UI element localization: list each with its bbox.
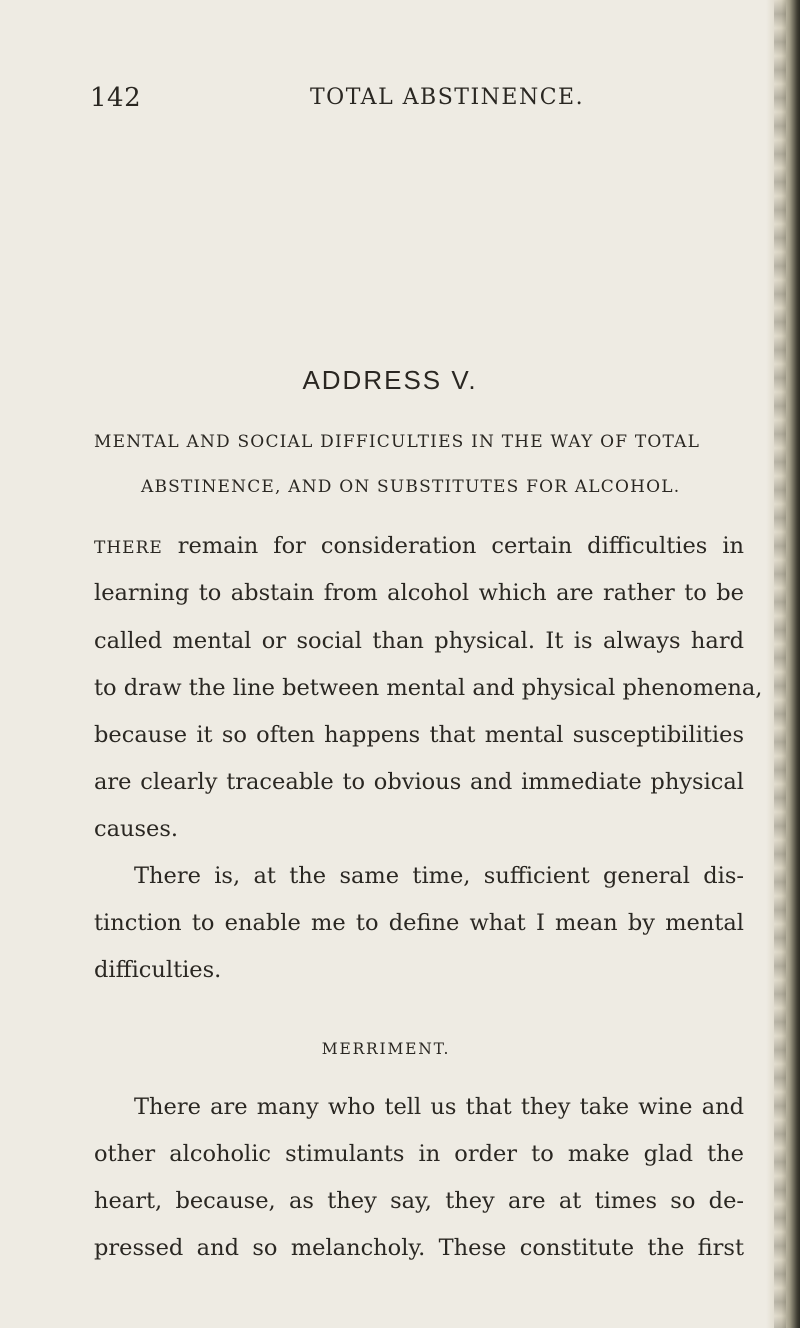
address-title: ADDRESS V. [302, 365, 478, 395]
paragraph-1-line-4: to draw the line between mental and physical phenomena, [94, 675, 763, 701]
paragraph-1-line-7: causes. [94, 816, 179, 842]
page-header [90, 83, 740, 119]
paragraph-3-line-1: There are many who tell us that they take wine and [134, 1094, 744, 1120]
page-edge-shadow [766, 0, 800, 1328]
section-heading: MERRIMENT. [321, 1040, 451, 1058]
paragraph-1-line-5: because it so often happens that mental susceptibilities [94, 722, 744, 748]
subtitle-line-1: MENTAL AND SOCIAL DIFFICULTIES IN THE WAY OF TOTAL [94, 432, 701, 452]
page-number: 142 [90, 83, 142, 113]
paragraph-1-line-3: called mental or social than physical. It is always hard [94, 628, 744, 654]
paragraph-3-line-4: pressed and so melancholy. These constitute the first [94, 1235, 744, 1261]
paragraph-1-line-1 [94, 531, 744, 563]
paragraph-2-line-1: There is, at the same time, sufficient general dis- [134, 863, 744, 889]
running-head: TOTAL ABSTINENCE. [310, 85, 585, 110]
paragraph-3-line-3: heart, because, as they say, they are at times so de- [94, 1188, 744, 1214]
subtitle-line-2: ABSTINENCE, AND ON SUBSTITUTES FOR ALCOHOL. [141, 477, 681, 497]
paragraph-1-line-6: are clearly traceable to obvious and immediate physical [94, 769, 744, 795]
line-text: remain for consideration certain difficulties in [162, 533, 744, 559]
paragraph-2-line-2: tinction to enable me to define what I mean by mental [94, 910, 744, 936]
paragraph-2-line-3: difficulties. [94, 957, 222, 983]
drop-word: THERE [94, 538, 163, 558]
paragraph-3-line-2: other alcoholic stimulants in order to make glad the [94, 1141, 744, 1167]
paragraph-1-line-2: learning to abstain from alcohol which are rather to be [94, 580, 744, 606]
